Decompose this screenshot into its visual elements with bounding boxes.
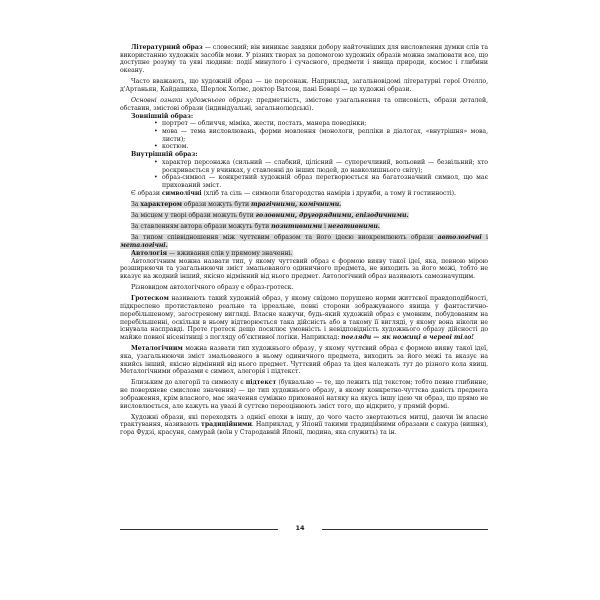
list-item-text: характер персонажа (сильний — слабкий, цілісний — суперечливий, вольовий — безвільний; хто роскривається у вчинках, у ставленні до інших людей, до навколишнього світу); — [162, 158, 488, 174]
text-run: (буквально — те, що лежить під текстом; тобто певне глибинне, не поверхневе смислове значення) — це тип художнього образу, в якому конкретно-чуттєва даність предмета зображення, крім власного, має значення суміжно прихованої натяку на якусь іншу ідею чи образ, що прямо не висловлюється, але кажуть на увазі й суттєво переоцінюють зміст того, що відкрито, у прямій формі. — [120, 379, 488, 410]
text-run: За — [131, 200, 141, 208]
list-item — [154, 120, 488, 128]
label-main-features: Основні ознаки художнього образу: — [131, 97, 253, 105]
paragraph-metalogic — [120, 345, 488, 376]
paragraph-main-features — [120, 97, 488, 112]
list-item-text: мова — тема висловлювань, форми мовлення (монологи, репліки в діалогах, «внутрішня» мова, листи); — [162, 128, 488, 143]
list-item-text: костюм. — [162, 143, 189, 151]
text-run: За ставленням автора образи можуть бути — [131, 223, 272, 231]
shaded-line — [131, 212, 409, 219]
list-outer-image — [120, 120, 488, 151]
paragraph-text: Автологічним можна назвати тип, у якому чуттєвий образ є формою вияву такої ідеї, яка, певною мірою розширюючи та узагальнюючи зміст змальованого одиничного предмета, не виходить за його межі, тобто не вказує на жодний інший, якісно відмінний від нього предмет. Автологічний образ називають самозначущим. — [120, 257, 488, 280]
text-run: і — [322, 223, 328, 231]
heading-outer-image: Зовнішній образ: — [131, 112, 194, 120]
paragraph-type-relation — [120, 234, 488, 249]
paragraph-text: предметність, змістове узагальнення та описовість, образи деталей, обставин, змістові образи (індивідуальні, загальнолюдські). — [120, 97, 489, 112]
text-run: — вживання слів у прямому значенні. — [167, 249, 293, 257]
term-character: характером — [140, 200, 182, 208]
list-item-text: портрет — обличчя, міміка, жести, постать, манера поведінки; — [162, 120, 367, 128]
bullet-icon: • — [154, 120, 158, 128]
term-symbolic: символічні — [161, 189, 202, 197]
term-metalogical-type: Металогічним — [131, 345, 183, 353]
example-grotesque: погляди — як ножиці в череві тіло! — [341, 333, 474, 341]
bullet-icon: • — [154, 158, 158, 166]
bullet-icon: • — [154, 128, 158, 136]
shaded-paragraph — [120, 234, 488, 249]
paragraph-autology-desc — [120, 258, 488, 281]
paragraph-autology-def — [120, 250, 488, 258]
page-text-column — [120, 44, 488, 437]
text-run: можна назвати тип художнього образу, у якому чуттєвий образ є формою вияву такої ідеї, яка, узагальнюючи зміст змальованого в ньому одиничного предмета, виходить за його межі та вказує на якийсь інший, якісно відмінний від нього предмет. Чуттєвий образ та ідея належать тут до різного кола явищ. Металогічними образами є символ, алегорія і підтекст. — [120, 345, 488, 376]
term-subtext: підтекст — [245, 379, 277, 387]
list-item-text: образ-символ — конкретний художній образ перетворюється на багатозначний символ, що має прихований зміст. — [162, 174, 488, 189]
paragraph-grotesque — [120, 295, 488, 341]
page-number: 14 — [295, 524, 305, 532]
line-by-place — [120, 212, 488, 220]
shaded-line — [131, 223, 380, 230]
paragraph-varieties — [120, 284, 488, 292]
line-by-attitude — [120, 223, 488, 231]
paragraph-traditional — [120, 414, 488, 437]
text-run: і — [481, 234, 488, 242]
list-item — [154, 158, 488, 174]
line-by-character — [120, 201, 488, 209]
list-item — [154, 143, 488, 151]
paragraph-literary-image — [120, 44, 488, 75]
text-run: За місцем у творі образи можуть бути — [131, 212, 256, 220]
paragraph-symbolic — [120, 190, 488, 198]
footer-rule-left — [120, 529, 278, 530]
values-positive: позитивними — [271, 223, 323, 231]
text-run: називають такий художній образ, у якому свідомо порушено норми життєвої правдоподібності, підкреслено протиставлено реальне та ірреальне, певні сторони зображуваного явища у фантастично-перебільшеному, загостреному вигляді. Власне кажучи, будь-який художній образ є умовним, побудованим на перебільшенні, оскільки в ньому відтворюється така дійсність або в такому її вигляді, у якому вона ніколи не існувала насправді. Проте гротеск дещо посилює умовність і невідповідність художнього образу дійсності до майже повної нісенітниці з погляду об'єктивної логіки. Наприклад: — [120, 295, 488, 341]
term-grotesque: Гротеском — [131, 295, 169, 303]
term-traditional: традиційними — [201, 421, 252, 429]
shaded-line — [131, 201, 341, 208]
bullet-icon: • — [154, 174, 158, 182]
term-literary-image: Літературний образ — [131, 44, 203, 51]
paragraph-subtext — [120, 379, 488, 410]
text-run: образи можуть бути — [181, 200, 252, 208]
text-run: За типом співвідношення між чуттєвим образом та його ідеєю виокремлюють образи — [131, 234, 438, 242]
text-run: (хліб та сіль — символи благородства намірів і дружби, а тому й гостинності). — [201, 189, 456, 197]
list-inner-image — [120, 159, 488, 190]
list-item — [154, 128, 488, 143]
text-run: Є образи — [131, 189, 162, 197]
paragraph-text: Різновидом автологічного образу є образ-гротеск. — [131, 284, 294, 292]
values-character: трагічними, комічними. — [251, 200, 342, 208]
list-item — [154, 174, 488, 189]
paragraph-text: — словесний; він виникає завдяки добору найточніших для висловлення думки слів та використанню художніх засобів мови. У різних творах за допомогою художніх образів можна змалювати все, що доступне розуму та уяві людини: події минулого і сучасного, предмети і явища природи, космос і глибини океану. — [120, 44, 488, 75]
footer-rule-right — [322, 529, 488, 530]
text-run: . Наприклад, у Японії такими традиційними образами є сакура (вишня), гора Фудзі, красуня, самурай (воїн у Стародавній Японії, людина, яка служить) та ін. — [120, 421, 488, 437]
heading-inner-image: Внутрішній образ: — [131, 151, 198, 159]
shaded-line — [131, 250, 293, 257]
term-autology: Автологія — [131, 249, 168, 257]
bullet-icon: • — [154, 143, 158, 151]
term-autological: автологічні — [437, 234, 482, 242]
term-metalogical: металогічні. — [120, 242, 168, 250]
text-run: Близьким до алегорії та символу є — [131, 379, 246, 387]
paragraph-character — [120, 78, 488, 93]
values-negative: негативними. — [327, 223, 380, 231]
values-place: головними, другорядними, епізодичними. — [255, 212, 409, 220]
paragraph-text: Часто вважають, що художній образ — це персонаж. Наприклад, загальновідомі літературні герої Отелло, д'Артаньян, Кайдашиха, Шерлок Холмс, доктор Ватсон, пані Боварі — це художні образи. — [120, 78, 488, 94]
text-run: Художні образи, які переходять з однієї епохи в іншу, до чого часто звертаються митці, даючи їм власне трактування, називають — [120, 413, 488, 429]
